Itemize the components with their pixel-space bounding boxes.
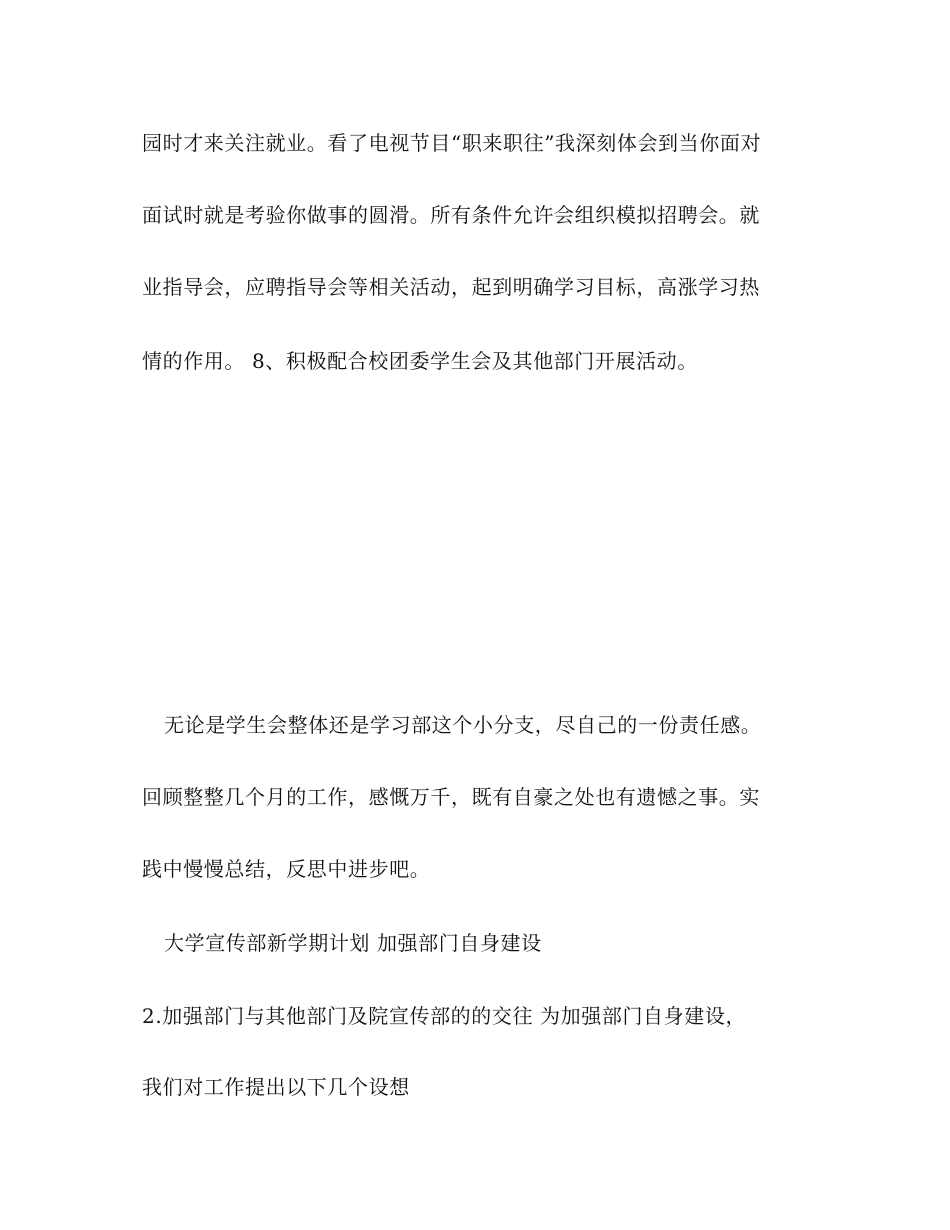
paragraph-line: 无论是学生会整体还是学习部这个小分支，尽自己的一份责任感。: [164, 713, 762, 737]
paragraph-line: 践中慢慢总结，反思中进步吧。: [142, 857, 431, 881]
paragraph-line: 面试时就是考验你做事的圆滑。所有条件允许会组织模拟招聘会。就: [142, 203, 760, 227]
section-heading: 大学宣传部新学期计划 加强部门自身建设: [164, 931, 542, 955]
paragraph-line: 2.加强部门与其他部门及院宣传部的的交往 为加强部门自身建设，: [142, 1004, 747, 1028]
paragraph-line: 情的作用。 8、积极配合校团委学生会及其他部门开展活动。: [142, 349, 698, 373]
paragraph-line: 园时才来关注就业。看了电视节目“职来职往”我深刻体会到当你面对: [142, 131, 762, 155]
paragraph-line: 业指导会，应聘指导会等相关活动，起到明确学习目标，高涨学习热: [142, 275, 760, 299]
paragraph-line: 我们对工作提出以下几个设想: [142, 1075, 410, 1099]
paragraph-line: 回顾整整几个月的工作，感慨万千，既有自豪之处也有遗憾之事。实: [142, 785, 760, 809]
